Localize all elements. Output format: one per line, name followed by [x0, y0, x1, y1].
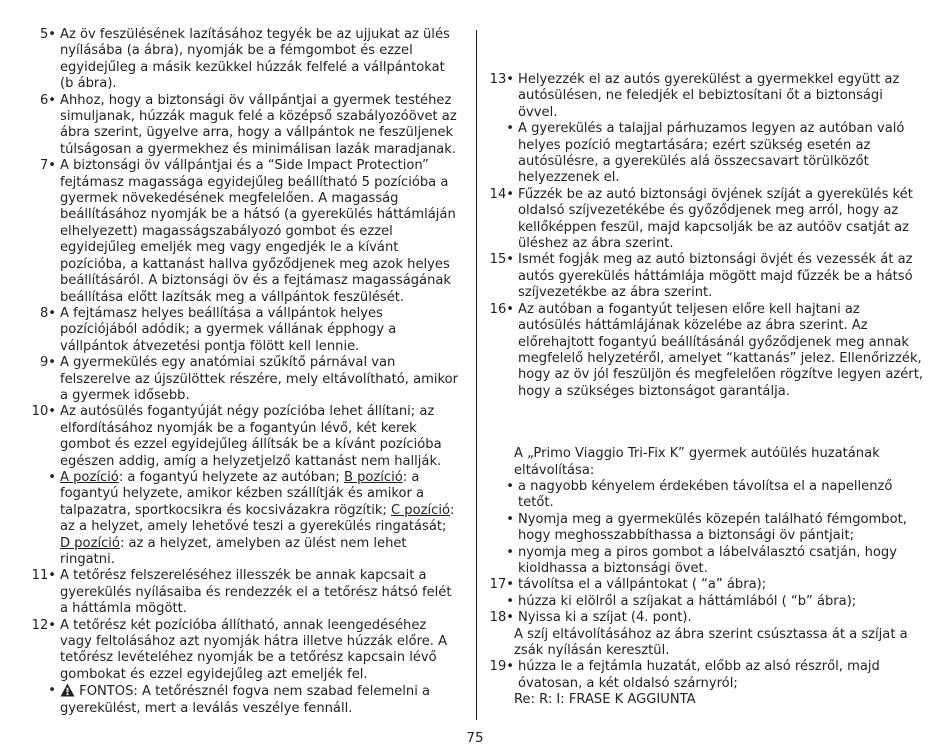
bullet: •: [48, 469, 56, 485]
right-column: [486, 72, 926, 709]
bullet: •: [506, 511, 514, 527]
page-number: 75: [466, 730, 484, 746]
item-number: 9•: [39, 355, 56, 371]
item-text: A gyerekülés a talajjal párhuzamos legyen az autóban való helyes pozíció megtartására; ezért szükség esetén az autósülésre, a gyerekülés alá összecsavart törülközőt helyezzenek el.: [518, 121, 905, 186]
item-number: 12•: [31, 617, 56, 633]
list-item: [26, 27, 458, 93]
item-text: húzza ki elölről a szíjakat a háttámlából ( “b” ábra);: [518, 593, 857, 609]
left-column: [26, 27, 458, 717]
bullet: •: [506, 593, 514, 609]
item-text: Az öv feszülésének lazításához tegyék be az ujjukat az ülés nyílásába (a ábra), nyomják be a fémgombot és ezzel egyidejűleg a másik kezükkel húzzák felfelé a vállpántokat (b ábra).: [60, 27, 450, 92]
item-number: 15•: [489, 252, 514, 268]
position-b-label: B pozíció: [343, 469, 403, 485]
item-number: 10•: [31, 404, 56, 420]
item-text: [58, 470, 458, 568]
item-text: Az autóban a fogantyút teljesen előre kell hajtani az autósülés háttámlájának közelébe az ábra szerint. Az előrehajtott fogantyú beállításánál győződjenek meg annak megfelelő helyzetéről, amelyet “kattanás” jelez. Ellenőrizzék, hogy az öv jól feszüljön és megfelelően rögzítve legyen azért, hogy a szükséges biztonságot garantálja.: [518, 301, 923, 399]
bullet: •: [506, 121, 514, 137]
list-item: [486, 72, 926, 121]
item-text: a nagyobb kényelem érdekében távolítsa el a napellenző tetőt.: [518, 478, 893, 511]
item-number: 6•: [39, 92, 56, 108]
list-item: [486, 302, 926, 400]
list-item: [486, 479, 926, 512]
item-number: 17•: [489, 577, 514, 593]
cover-removal-intro: A „Primo Viaggio Tri-Fix K” gyermek autóülés huzatának eltávolítása:: [514, 446, 880, 478]
item-text: távolítsa el a vállpántokat ( “a” ábra);: [518, 577, 767, 593]
item-number: 14•: [489, 186, 514, 202]
list-item: [486, 187, 926, 253]
item-text: nyomja meg a piros gombot a lábelválasztó csatján, hogy kioldhassa a biztonsági övet.: [518, 544, 897, 576]
warning-item: [26, 683, 458, 717]
item-text: Az autósülés fogantyúját négy pozícióba lehet állítani; az elfordításához nyomják be a fogantyún lévő, két kerek gombot és ezzel egyidejűleg állítsák be a kívánt pozícióba egészen addig, amíg a helyzetjelző kattanást nem hallják.: [60, 404, 442, 469]
spacer: [486, 400, 926, 446]
list-item: [486, 594, 926, 610]
item-text: Nyissa ki a szíjat (4. pont).: [518, 610, 692, 626]
list-item: [26, 618, 458, 684]
list-item: [486, 659, 926, 692]
warning-text-wrap: [58, 683, 458, 717]
list-item-positions: [26, 470, 458, 568]
item-number: 11•: [31, 568, 56, 584]
item-text: Helyezzék el az autós gyerekülést a gyermekkel együtt az autósülésen, ne feledjék el bebiztosítani őt a biztonsági övvel.: [518, 72, 900, 120]
item-number: 18•: [489, 610, 514, 626]
item-text: A fejtámasz helyes beállítása a vállpántok helyes pozíciójából adódik; a gyermek vállának épphogy a vállpántok átvezetési pontja fölött kell lennie.: [60, 305, 397, 354]
item-number: 19•: [489, 659, 514, 675]
item-number: 5•: [39, 27, 56, 42]
list-item: [486, 610, 926, 626]
item-number: 7•: [39, 158, 56, 174]
position-a-text: : a fogantyú helyzete az autóban;: [118, 469, 344, 485]
item-number: 13•: [489, 72, 514, 87]
position-b-text: : a fogantyú helyzete, amikor kézben szállítják és amikor a talpazatra, sportkocsikra és kocsivázakra rögzítik;: [60, 469, 425, 518]
item-text: húzza le a fejtámla huzatát, előbb az alsó részről, majd óvatosan, a két oldalsó szárnyról;: [518, 659, 880, 691]
item-text: A gyermekülés egy anatómiai szűkítő párnával van felszerelve az újszülöttek részére, mely eltávolítható, amikor a gyermek idősebb.: [60, 355, 458, 403]
bullet: •: [506, 478, 514, 494]
item-text: A biztonsági öv vállpántjai és a “Side Impact Protection” fejtámasz magassága egyidejűleg beállítható 5 pozícióba a gyermek növekedésének megfelelően. A magasság beállításához nyomják be a hátsó (a gyerekülés háttámláján elhelyezett) magasságszabályozó gombot és ezzel egyidejűleg emeljék meg vagy engedjék le a kívánt pozícióba, a kattanást hallva győződjenek meg azok helyes beállításáról. A biztonsági öv és a fejtámasz magasságának beállítása előtt lazítsák meg a vállpántok feszülését.: [60, 158, 456, 305]
item-text: Ismét fogják meg az autó biztonsági övjét és vezessék át az autós gyerekülés háttámlája mögött majd fűzzék be a hátsó szíjvezetékbe az ábra szerint.: [518, 252, 913, 301]
warning-text: FONTOS: A tetőrésznél fogva nem szabad felemelni a gyerekülést, mert a leválás veszélye fennáll.: [60, 684, 431, 716]
item-text: Fűzzék be az autó biztonsági övjének szíját a gyerekülés két oldalsó szíjvezetékébe és győződjenek meg arról, hogy az kellőképpen feszül, majd kapcsolják be az autóöv csatját az üléshez az ábra szerint.: [518, 186, 913, 252]
list-item: [26, 404, 458, 470]
list-item: [26, 568, 458, 617]
list-item: [26, 158, 458, 306]
item-text: A tetőrész felszereléséhez illesszék be annak kapcsait a gyerekülés nyílásaiba és rendezzék el a tetőrész hátsó felét a háttámla mögött.: [60, 568, 452, 617]
list-item: [486, 121, 926, 187]
bullet: •: [48, 683, 56, 699]
item-19-note: Re: R: I: FRASE K AGGIUNTA: [514, 692, 696, 708]
list-item: [26, 355, 458, 404]
item-text: A tetőrész két pozícióba állítható, annak leengedéséhez vagy feltolásához azt nyomják hátra illetve húzzák előre. A tetőrész levételéhez nyomják be a tetőrész kapcsain lévő gombokat és ezzel egyidejűleg azt emeljék fel.: [60, 617, 448, 682]
position-d-label: D pozíció: [60, 535, 120, 551]
list-item: [486, 545, 926, 578]
position-a-label: A pozíció: [60, 469, 119, 485]
list-item: [486, 252, 926, 301]
position-c-text: : az a helyzet, amely lehetővé teszi a gyerekülés ringatását;: [60, 502, 455, 535]
list-item: [486, 577, 926, 593]
item-number: 8•: [39, 305, 56, 321]
list-item: [486, 512, 926, 545]
list-item: [26, 306, 458, 355]
warning-triangle-icon: [60, 683, 75, 697]
list-item: [26, 93, 458, 159]
item-text: Ahhoz, hogy a biztonsági öv vállpántjai a gyermek testéhez simuljanak, húzzák maguk felé a középső szabályozóövet az ábra szerint, ügyelve arra, hogy a vállpántok ne feszüljenek túlságosan a gyermekhez és minimálisan lazák maradjanak.: [60, 92, 457, 157]
position-c-label: C pozíció: [391, 502, 450, 518]
item-text: Nyomja meg a gyermekülés közepén található fémgombot, hogy meghosszabbíthassa a biztonsági öv pántjait;: [518, 511, 907, 544]
position-d-text: : az a helyzet, amelyben az ülést nem lehet ringatni.: [60, 535, 407, 567]
item-18-detail: A szíj eltávolításához az ábra szerint csúsztassa át a szíjat a zsák nyílásán keresztül.: [514, 626, 908, 658]
item-number: 16•: [489, 301, 514, 317]
bullet: •: [506, 544, 514, 560]
column-divider: [476, 30, 477, 720]
